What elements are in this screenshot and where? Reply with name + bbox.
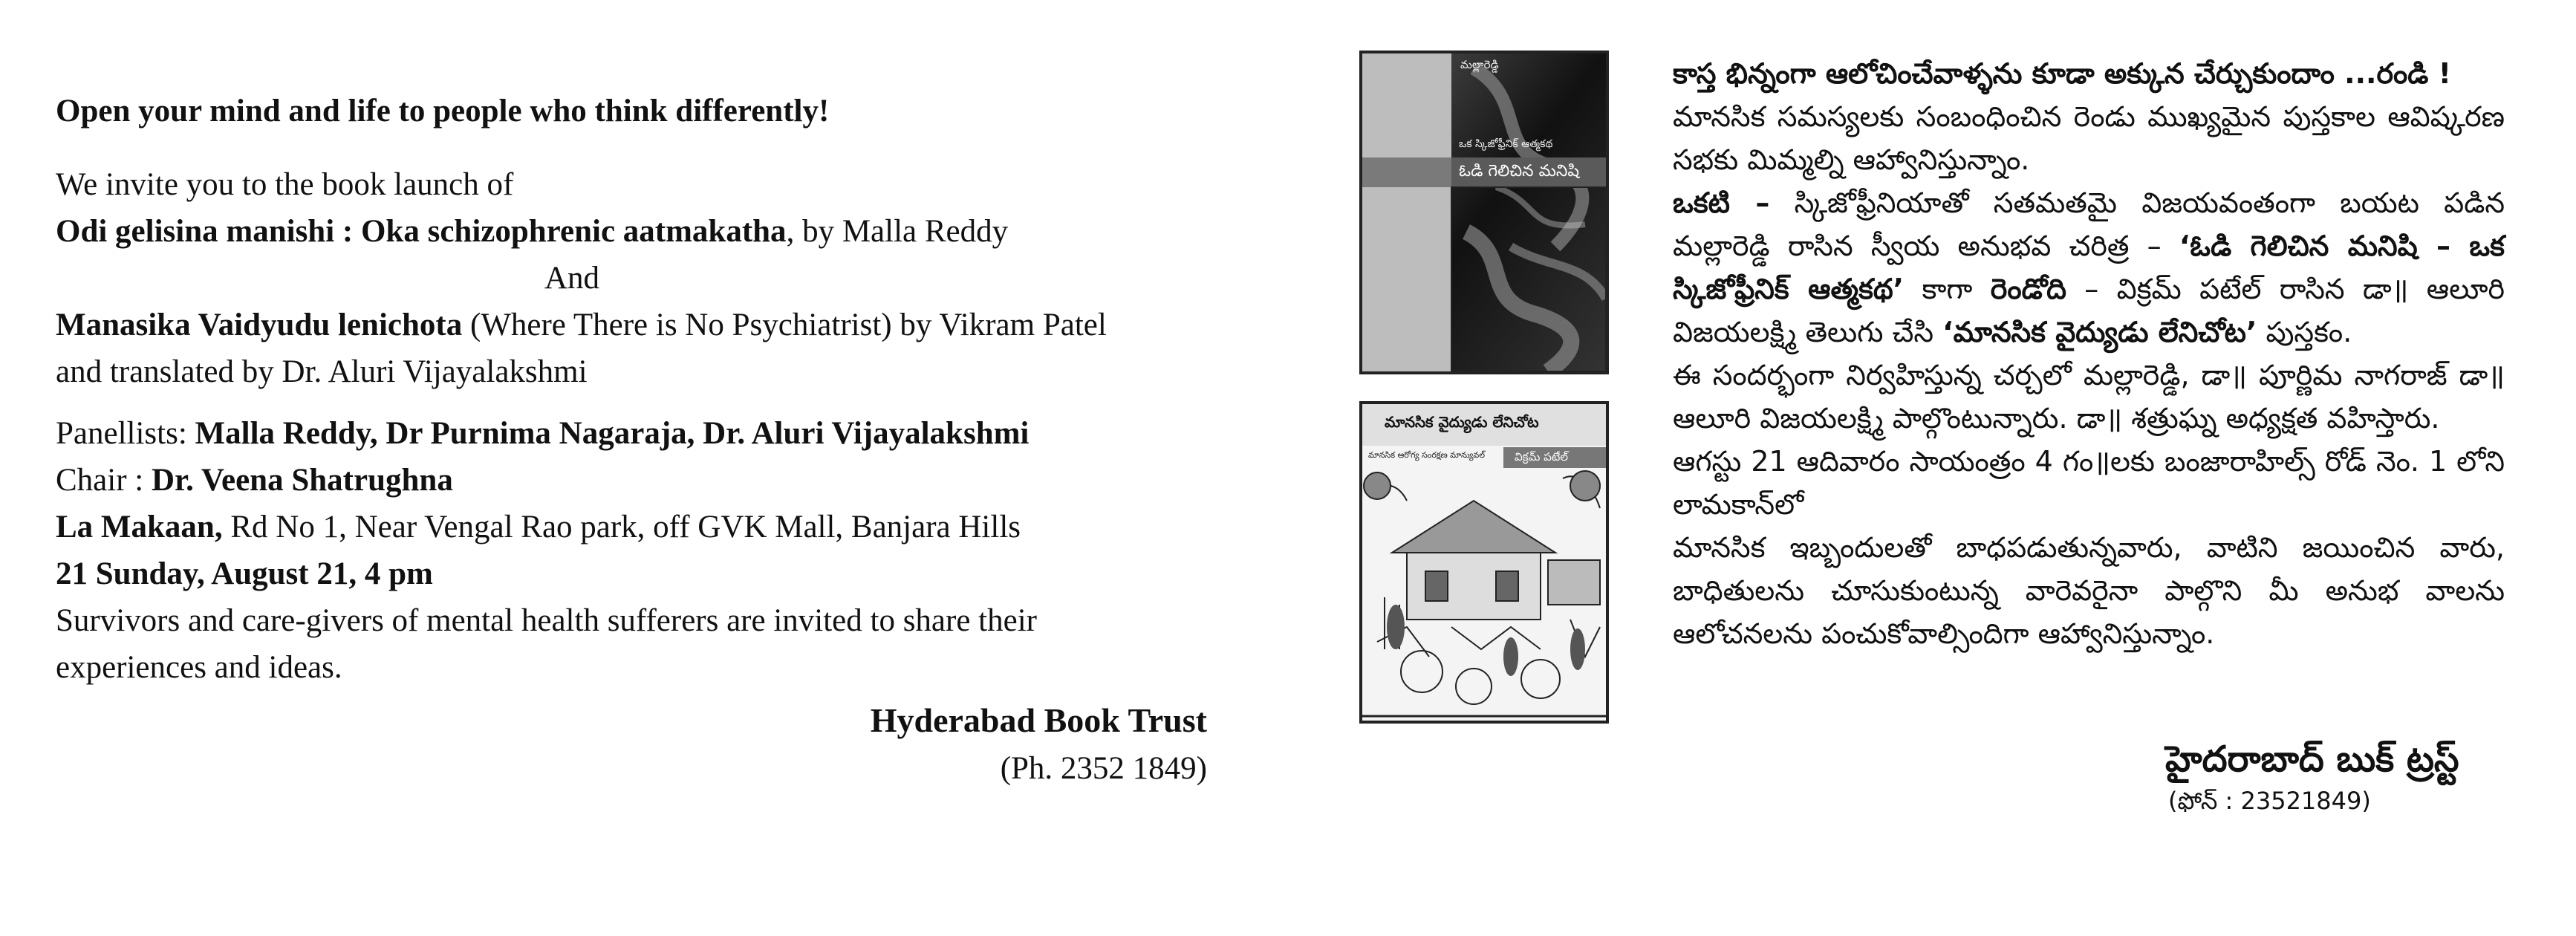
telugu-para-4: ఆగస్టు 21 ఆదివారం సాయంత్రం 4 గం॥లకు బంజారాహిల్స్ రోడ్ నెం. 1 లోని లామకాన్‌లో	[1673, 445, 2505, 521]
survivors-line-2: experiences and ideas.	[56, 650, 342, 685]
org-name: Hyderabad Book Trust	[870, 701, 1207, 739]
cover1-subtitle: ఒక స్కిజోఫ్రీనిక్ ఆత్మకథ	[1459, 138, 1553, 150]
venue-name: La Makaan,	[56, 510, 223, 545]
cover2-title: మానసిక వైద్యుడు లేనిచోట	[1385, 413, 1539, 431]
telugu-org-name: హైదరాబాద్ బుక్ ట్రస్ట్	[2165, 738, 2459, 780]
chair-label: Chair :	[56, 463, 152, 498]
book2-line	[56, 302, 1207, 348]
book2-details: (Where There is No Psychiatrist) by Vikram Patel	[462, 308, 1107, 342]
telugu-para-2	[1673, 181, 2505, 354]
telugu-heading: కాస్త భిన్నంగా ఆలోచించేవాళ్ళను కూడా అక్కున చేర్చుకుందాం ...రండి !	[1673, 57, 2451, 90]
chair-line	[56, 457, 1207, 504]
telugu-p2-f: – విక్రమ్ పటేల్ రాసిన డా॥ ఆలూరి విజయలక్ష్మి తెలుగు చేసి	[1673, 273, 2505, 348]
book1-line	[56, 208, 1207, 255]
org-signature	[56, 697, 1207, 745]
chair-name: Dr. Veena Shatrughna	[151, 463, 453, 498]
telugu-para-1: మానసిక సమస్యలకు సంబంధించిన రెండు ముఖ్యమైన పుస్తకాల ఆవిష్కరణ సభకు మిమ్మల్ని ఆహ్వానిస్తున్నాం.	[1673, 100, 2505, 176]
telugu-first: ఒకటి –	[1673, 186, 1770, 219]
event-date: 21 Sunday, August 21, 4 pm	[56, 556, 433, 591]
venue-address: Rd No 1, Near Vengal Rao park, off GVK Mall, Banjara Hills	[222, 510, 1021, 545]
and-line: And	[544, 261, 600, 296]
telugu-p2-d: కాగా	[1904, 273, 1991, 305]
headline: Open your mind and life to people who think differently!	[56, 94, 830, 129]
invite-line: We invite you to the book launch of	[56, 167, 514, 202]
panellists-line	[56, 410, 1207, 457]
venue-line	[56, 504, 1207, 550]
telugu-p2-h: పుస్తకం.	[2257, 316, 2352, 348]
translator-line: and translated by Dr. Aluri Vijayalakshmi	[56, 354, 588, 389]
telugu-signature	[2165, 735, 2459, 819]
book-cover-manasika-vaidyudu	[1359, 401, 1609, 724]
telugu-para-5: మానసిక ఇబ్బందులతో బాధపడుతున్నవారు, వాటిని జయించిన వారు, బాధితులను చూసుకుంటున్న వారెవరైనా పాల్గొని మీ అనుభ వాలను ఆలోచనలను పంచుకోవాల్సిందిగా ఆహ్వానిస్తున్నాం.	[1673, 531, 2505, 650]
telugu-org-phone: (ఫోన్ : 23521849)	[2168, 787, 2371, 815]
cover2-subtitle: మానసిక ఆరోగ్య సంరక్షణ మాన్యువల్	[1368, 450, 1486, 460]
telugu-book1-title: ‘ఓడి గెలిచిన మనిషి – ఒక స్కిజోఫ్రీనిక్ ఆత్మకథ’	[1673, 230, 2505, 305]
cover2-author: విక్రమ్ పటేల్	[1515, 450, 1569, 464]
panellists-label: Panellists:	[56, 416, 195, 451]
survivors-line-1: Survivors and care-givers of mental health sufferers are invited to share their	[56, 603, 1037, 638]
english-invitation	[56, 88, 1207, 792]
book2-title: Manasika Vaidyudu lenichota	[56, 308, 463, 342]
cover1-author: మల్లారెడ్డి	[1460, 58, 1499, 71]
cover-art	[1362, 53, 1606, 371]
panellists-names: Malla Reddy, Dr Purnima Nagaraja, Dr. Aluri Vijayalakshmi	[195, 416, 1030, 451]
book-cover-odi-gelichina-manishi	[1359, 51, 1609, 374]
telugu-second: రెండోది	[1990, 273, 2066, 305]
book1-title: Odi gelisina manishi : Oka schizophrenic aatmakatha	[56, 214, 787, 249]
telugu-para-3: ఈ సందర్భంగా నిర్వహిస్తున్న చర్చలో మల్లారెడ్డి, డా॥ పూర్ణిమ నాగరాజ్ డా॥ ఆలూరి విజయలక్ష్మి పాల్గొంటున్నారు. డా॥ శత్రుఘ్న అధ్యక్షత వహిస్తారు.	[1673, 359, 2505, 435]
telugu-invitation	[1673, 52, 2505, 655]
telugu-p2-b: స్కిజోఫ్రీనియాతో సతమతమై విజయవంతంగా బయట పడిన మల్లారెడ్డి రాసిన స్వీయ అనుభవ చరిత్ర –	[1673, 186, 2505, 262]
org-phone: (Ph. 2352 1849)	[1000, 751, 1207, 786]
telugu-book2-title: ‘మానసిక వైద్యుడు లేనిచోట’	[1942, 316, 2257, 348]
cover1-title: ఓడి గెలిచిన మనిషి	[1459, 162, 1580, 181]
book1-author: , by Malla Reddy	[786, 214, 1009, 249]
